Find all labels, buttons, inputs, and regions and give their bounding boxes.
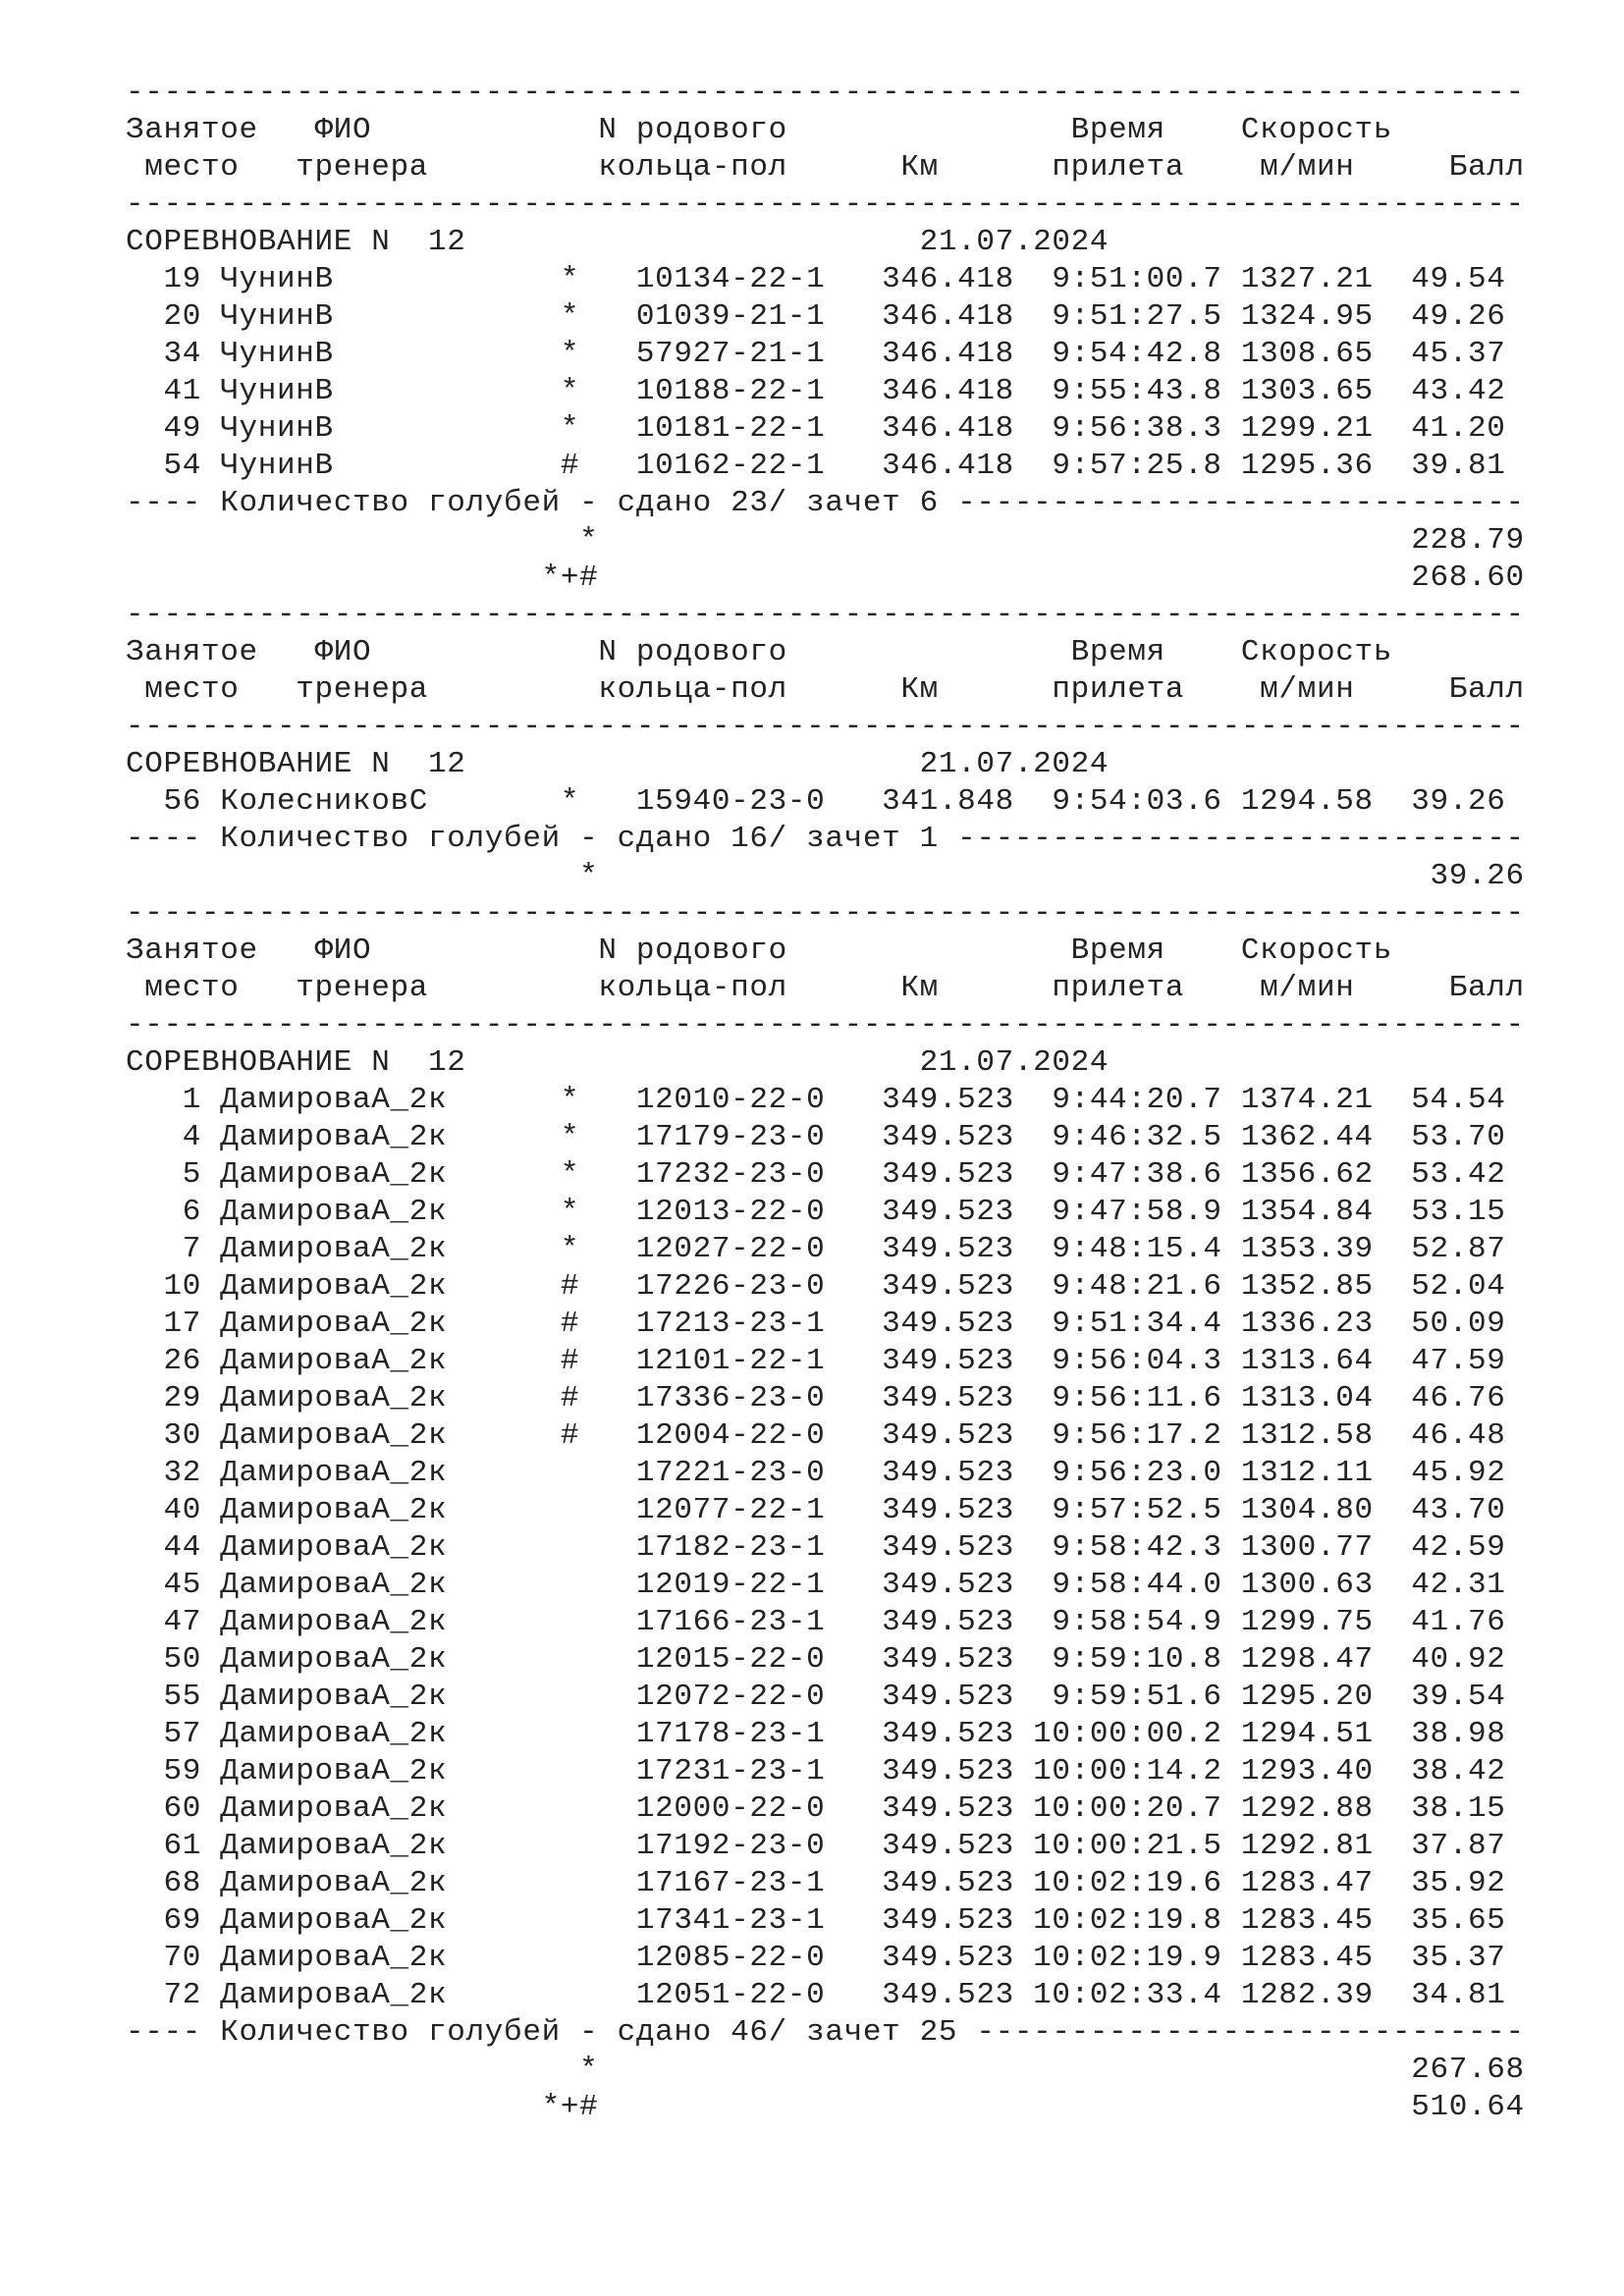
- separator-line: --------------------------------------------------------------------------: [126, 598, 1525, 632]
- total-star: * 228.79: [126, 523, 1525, 558]
- result-row: 72 ДамироваА_2к 12051-22-0 349.523 10:02:33.4 1282.39 34.81: [126, 1978, 1506, 2012]
- column-header-row-2: место тренера кольца-пол Км прилета м/мин Балл: [126, 672, 1525, 707]
- separator-line: --------------------------------------------------------------------------: [126, 76, 1525, 110]
- column-header-row-1: Занятое ФИО N родового Время Скорость: [126, 113, 1392, 147]
- separator-line: --------------------------------------------------------------------------: [126, 187, 1525, 222]
- competition-title: СОРЕВНОВАНИЕ N 12 21.07.2024: [126, 747, 1110, 781]
- result-row: 41 ЧунинВ * 10188-22-1 346.418 9:55:43.8 1303.65 43.42: [126, 374, 1506, 408]
- result-row: 60 ДамироваА_2к 12000-22-0 349.523 10:00:20.7 1292.88 38.15: [126, 1791, 1506, 1826]
- result-row: 34 ЧунинВ * 57927-21-1 346.418 9:54:42.8 1308.65 45.37: [126, 337, 1506, 371]
- total-star: * 39.26: [126, 859, 1525, 893]
- result-row: 49 ЧунинВ * 10181-22-1 346.418 9:56:38.3 1299.21 41.20: [126, 411, 1506, 446]
- result-row: 61 ДамироваА_2к 17192-23-0 349.523 10:00:21.5 1292.81 37.87: [126, 1829, 1506, 1863]
- result-row: 40 ДамироваА_2к 12077-22-1 349.523 9:57:52.5 1304.80 43.70: [126, 1493, 1506, 1527]
- results-document: [126, 75, 1549, 2126]
- summary-line: ---- Количество голубей - сдано 23/ зачет 6 ------------------------------: [126, 486, 1525, 520]
- result-row: 68 ДамироваА_2к 17167-23-1 349.523 10:02:19.6 1283.47 35.92: [126, 1866, 1506, 1900]
- result-row: 10 ДамироваА_2к # 17226-23-0 349.523 9:48:21.6 1352.85 52.04: [126, 1269, 1506, 1304]
- summary-line: ---- Количество голубей - сдано 16/ зачет 1 ------------------------------: [126, 822, 1525, 856]
- separator-line: --------------------------------------------------------------------------: [126, 710, 1525, 744]
- column-header-row-2: место тренера кольца-пол Км прилета м/мин Балл: [126, 150, 1525, 185]
- separator-line: --------------------------------------------------------------------------: [126, 1008, 1525, 1042]
- column-header-row-1: Занятое ФИО N родового Время Скорость: [126, 635, 1392, 669]
- separator-line: --------------------------------------------------------------------------: [126, 896, 1525, 931]
- competition-title: СОРЕВНОВАНИЕ N 12 21.07.2024: [126, 225, 1110, 259]
- column-header-row-1: Занятое ФИО N родового Время Скорость: [126, 934, 1392, 968]
- result-row: 6 ДамироваА_2к * 12013-22-0 349.523 9:47:58.9 1354.84 53.15: [126, 1195, 1506, 1229]
- result-row: 20 ЧунинВ * 01039-21-1 346.418 9:51:27.5 1324.95 49.26: [126, 299, 1506, 334]
- result-row: 7 ДамироваА_2к * 12027-22-0 349.523 9:48:15.4 1353.39 52.87: [126, 1232, 1506, 1266]
- result-row: 54 ЧунинВ # 10162-22-1 346.418 9:57:25.8 1295.36 39.81: [126, 449, 1506, 483]
- result-row: 5 ДамироваА_2к * 17232-23-0 349.523 9:47:38.6 1356.62 53.42: [126, 1157, 1506, 1192]
- result-row: 55 ДамироваА_2к 12072-22-0 349.523 9:59:51.6 1295.20 39.54: [126, 1680, 1506, 1714]
- result-row: 70 ДамироваА_2к 12085-22-0 349.523 10:02:19.9 1283.45 35.37: [126, 1941, 1506, 1975]
- result-row: 45 ДамироваА_2к 12019-22-1 349.523 9:58:44.0 1300.63 42.31: [126, 1568, 1506, 1602]
- result-row: 17 ДамироваА_2к # 17213-23-1 349.523 9:51:34.4 1336.23 50.09: [126, 1307, 1506, 1341]
- result-row: 57 ДамироваА_2к 17178-23-1 349.523 10:00:00.2 1294.51 38.98: [126, 1717, 1506, 1751]
- result-row: 4 ДамироваА_2к * 17179-23-0 349.523 9:46:32.5 1362.44 53.70: [126, 1120, 1506, 1154]
- result-row: 1 ДамироваА_2к * 12010-22-0 349.523 9:44:20.7 1374.21 54.54: [126, 1083, 1506, 1117]
- summary-line: ---- Количество голубей - сдано 46/ зачет 25 -----------------------------: [126, 2015, 1525, 2050]
- result-row: 32 ДамироваА_2к 17221-23-0 349.523 9:56:23.0 1312.11 45.92: [126, 1456, 1506, 1490]
- result-row: 30 ДамироваА_2к # 12004-22-0 349.523 9:56:17.2 1312.58 46.48: [126, 1418, 1506, 1453]
- total-star-plus-hash: *+# 510.64: [126, 2090, 1525, 2124]
- result-row: 56 КолесниковС * 15940-23-0 341.848 9:54:03.6 1294.58 39.26: [126, 784, 1506, 819]
- result-row: 19 ЧунинВ * 10134-22-1 346.418 9:51:00.7 1327.21 49.54: [126, 262, 1506, 296]
- result-row: 44 ДамироваА_2к 17182-23-1 349.523 9:58:42.3 1300.77 42.59: [126, 1530, 1506, 1565]
- total-star: * 267.68: [126, 2053, 1525, 2087]
- column-header-row-2: место тренера кольца-пол Км прилета м/мин Балл: [126, 971, 1525, 1005]
- result-row: 29 ДамироваА_2к # 17336-23-0 349.523 9:56:11.6 1313.04 46.76: [126, 1381, 1506, 1415]
- result-row: 26 ДамироваА_2к # 12101-22-1 349.523 9:56:04.3 1313.64 47.59: [126, 1344, 1506, 1378]
- result-row: 69 ДамироваА_2к 17341-23-1 349.523 10:02:19.8 1283.45 35.65: [126, 1903, 1506, 1938]
- result-row: 47 ДамироваА_2к 17166-23-1 349.523 9:58:54.9 1299.75 41.76: [126, 1605, 1506, 1639]
- result-row: 50 ДамироваА_2к 12015-22-0 349.523 9:59:10.8 1298.47 40.92: [126, 1642, 1506, 1677]
- result-row: 59 ДамироваА_2к 17231-23-1 349.523 10:00:14.2 1293.40 38.42: [126, 1754, 1506, 1789]
- total-star-plus-hash: *+# 268.60: [126, 561, 1525, 595]
- competition-title: СОРЕВНОВАНИЕ N 12 21.07.2024: [126, 1045, 1110, 1080]
